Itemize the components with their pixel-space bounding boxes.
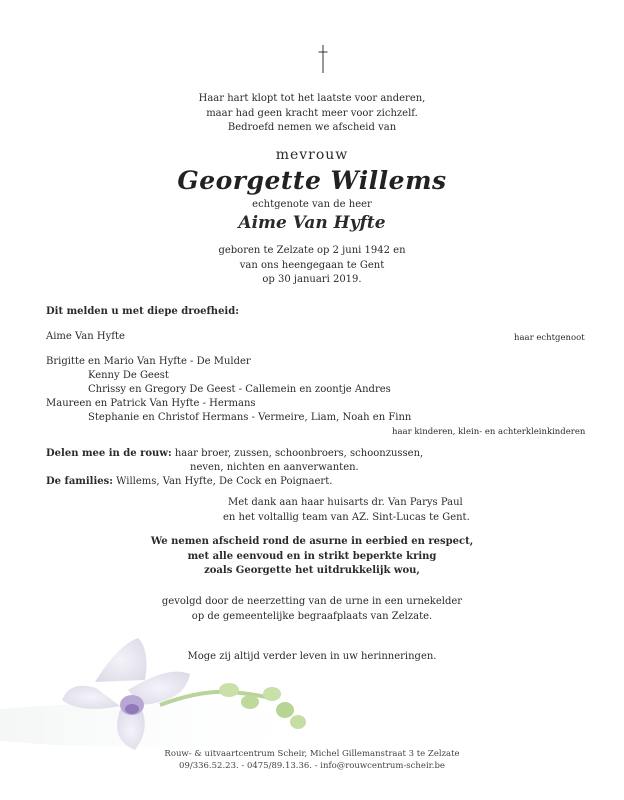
birth-line: geboren te Zelzate op 2 juni 1942 en bbox=[218, 245, 406, 256]
spouse-intro: echtgenote van de heer bbox=[252, 199, 372, 210]
mourning-line bbox=[46, 448, 423, 459]
family-line: Brigitte en Mario Van Hyfte - De Mulder bbox=[46, 356, 251, 367]
intro-line: Haar hart klopt tot het laatste voor anderen, bbox=[198, 93, 426, 104]
footer-address: Rouw- & uitvaartcentrum Scheir, Michel Gillemanstraat 3 te Zelzate bbox=[164, 749, 460, 759]
thanks-line: en het voltallig team van AZ. Sint-Lucas te Gent. bbox=[223, 511, 470, 523]
intro-line: maar had geen kracht meer voor zichzelf. bbox=[206, 107, 418, 119]
birth-death-info bbox=[0, 244, 624, 288]
burial-line: gevolgd door de neerzetting van de urne in een urnekelder bbox=[161, 596, 463, 607]
children-role: haar kinderen, klein- en achterkleinkinderen bbox=[392, 427, 586, 437]
mourning-text-2: neven, nichten en aanverwanten. bbox=[190, 462, 359, 473]
families-line bbox=[46, 476, 332, 487]
family-line: Stephanie en Christof Hermans - Vermeire, Liam, Noah en Finn bbox=[88, 412, 412, 423]
families-text: Willems, Van Hyfte, De Cock en Poignaert. bbox=[112, 476, 333, 487]
footer-contact: 09/336.52.23. - 0475/89.13.36. - info@rouwcentrum-scheir.be bbox=[179, 761, 445, 771]
family-line: Kenny De Geest bbox=[88, 370, 169, 381]
spouse-role: haar echtgenoot bbox=[514, 333, 585, 343]
burial-line: op de gemeentelijke begraafplaats van Zelzate. bbox=[191, 610, 433, 622]
farewell-line: zoals Georgette het uitdrukkelijk wou, bbox=[204, 565, 420, 576]
intro-line: Bedroefd nemen we afscheid van bbox=[227, 122, 397, 133]
mourning-label: Delen mee in de rouw: bbox=[46, 448, 172, 459]
farewell-line: We nemen afscheid rond de asurne in eerbied en respect, bbox=[150, 536, 474, 547]
farewell-line: met alle eenvoud en in strikt beperkte kring bbox=[187, 550, 437, 562]
spouse-list-name: Aime Van Hyfte bbox=[46, 331, 125, 342]
families-label: De families: bbox=[46, 476, 113, 487]
farewell-block bbox=[0, 535, 624, 579]
announcement-heading: Dit melden u met diepe droefheid: bbox=[46, 306, 239, 317]
deceased-name: Georgette Willems bbox=[177, 166, 447, 195]
family-line: Maureen en Patrick Van Hyfte - Hermans bbox=[46, 398, 256, 409]
spouse-name: Aime Van Hyfte bbox=[238, 213, 386, 233]
intro-verse bbox=[0, 92, 624, 136]
family-line: Chrissy en Gregory De Geest - Callemein en zoontje Andres bbox=[88, 384, 391, 395]
honorific: mevrouw bbox=[275, 147, 349, 163]
thanks-block bbox=[223, 496, 470, 525]
birth-line: van ons heengegaan te Gent bbox=[239, 259, 385, 271]
thanks-line: Met dank aan haar huisarts dr. Van Parys Paul bbox=[228, 497, 463, 508]
footer bbox=[0, 748, 624, 772]
orchid-flower-icon bbox=[0, 610, 360, 760]
birth-line: op 30 januari 2019. bbox=[262, 274, 362, 285]
cross-icon bbox=[318, 44, 328, 74]
closing-line: Moge zij altijd verder leven in uw herinneringen. bbox=[187, 651, 437, 662]
mourning-text: haar broer, zussen, schoonbroers, schoonzussen, bbox=[171, 448, 424, 459]
